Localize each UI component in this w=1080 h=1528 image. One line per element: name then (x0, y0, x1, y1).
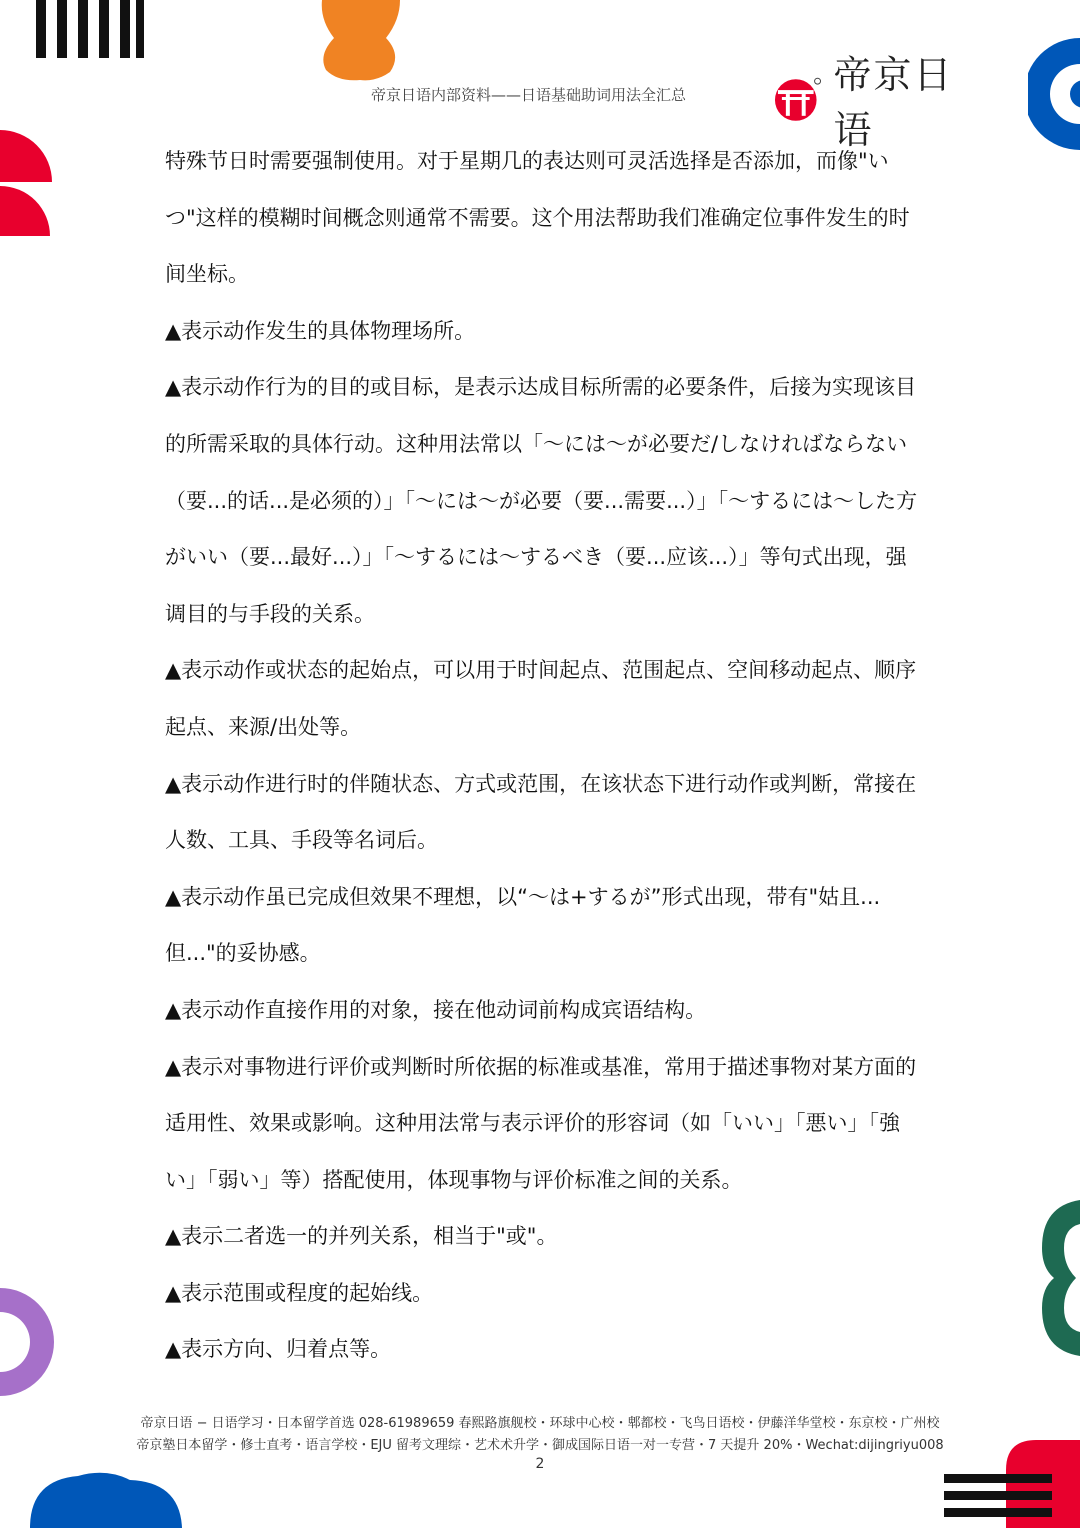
decorative-blue-cloud (30, 1472, 182, 1528)
page-number: 2 (535, 1456, 545, 1472)
paragraph: ▲表示二者选一的并列关系，相当于"或"。 (165, 1224, 558, 1249)
brand-logo-text: 帝京日语 (833, 53, 954, 152)
paragraph: 特殊节日时需要强制使用。对于星期几的表达则可灵活选择是否添加，而像"いつ"这样的模糊时间概念则通常不需要。这个用法帮助我们准确定位事件发生的时间坐标。 (165, 149, 910, 287)
paragraph: ▲表示对事物进行评价或判断时所依据的标准或基准，常用于描述事物对某方面的适用性、效果或影响。这种用法常与表示评价的形容词（如「いい」「悪い」「強い」「弱い」等）搭配使用，体现事物与评价标准之间的关系。 (165, 1054, 917, 1192)
paragraph: ▲表示动作发生的具体物理场所。 (165, 318, 476, 343)
document-header-title: 帝京日语内部资料——日语基础助词用法全汇总 (371, 86, 687, 104)
document-body (165, 133, 925, 1378)
torii-gate-icon (772, 76, 822, 122)
paragraph: ▲表示动作行为的目的或目标，是表示达成目标所需的必要条件，后接为实现该目的所需采取的具体行动。这种用法常以「～には～が必要だ/しなければならない（要...的话...是必须的）」「～には～が必要（要...需要...）」「～するには～した方がいい（要...最好...）」「～するには～するべき（要...应该...）」等句式出现，强调目的与手段的关系。 (165, 375, 918, 626)
footer-contact-line: 帝京日语 − 日语学习・日本留学首选 028-61989659 春熙路旗舰校・环球中心校・郫都校・飞鸟日语校・伊藤洋华堂校・东京校・广州校 (140, 1416, 940, 1431)
decorative-orange-blob (320, 0, 402, 82)
footer-services-line: 帝京塾日本留学・修士直考・语言学校・EJU 留考文理综・艺术术升学・御成国际日语一对一专营・7 天提升 20%・Wechat:dijingriyu008 (136, 1438, 944, 1453)
paragraph: ▲表示动作直接作用的对象，接在他动词前构成宾语结构。 (165, 997, 707, 1022)
paragraph: ▲表示动作或状态的起始点，可以用于时间起点、范围起点、空间移动起点、顺序起点、来源/出处等。 (165, 658, 917, 739)
decorative-black-stripes (944, 1474, 1054, 1528)
paragraph: ▲表示动作虽已完成但效果不理想，以“～は+するが”形式出现，带有"姑且...但..."的妥协感。 (165, 884, 881, 966)
paragraph: ▲表示范围或程度的起始线。 (165, 1280, 434, 1305)
decorative-blue-ring (1028, 38, 1080, 150)
paragraph: ▲表示动作进行时的伴随状态、方式或范围，在该状态下进行动作或判断，常接在人数、工具、手段等名词后。 (165, 771, 917, 853)
brand-logo (772, 53, 992, 152)
decorative-red-quarters (0, 130, 54, 236)
decorative-barcode-top-left (36, 0, 148, 60)
paragraph: ▲表示方向、归着点等。 (165, 1337, 392, 1362)
decorative-green-bracket (1036, 1200, 1080, 1356)
decorative-purple-d (0, 1288, 72, 1396)
